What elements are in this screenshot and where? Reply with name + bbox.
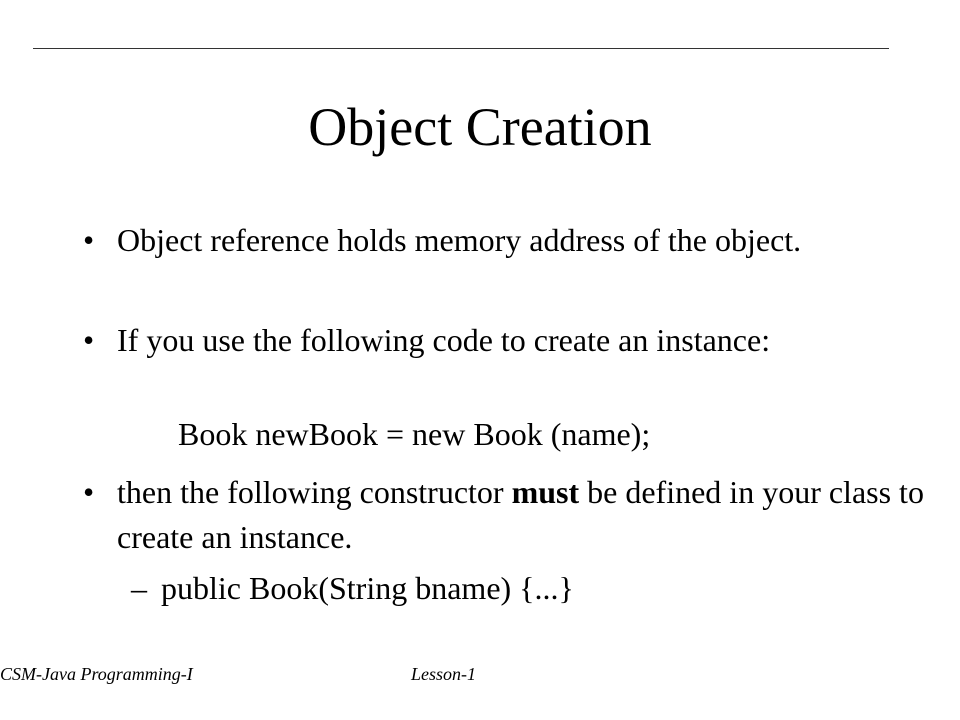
bullet-text-3-after: be defined in your class to create an instance. [117,474,924,555]
sub-bullet-text: public Book(String bname) {...} [161,570,574,606]
top-divider [33,48,889,49]
bullet-text-3 [117,470,927,560]
bullet-text-3-before: then the following constructor [117,474,512,510]
bullet-glyph: • [83,322,95,358]
bullet-text-2: If you use the following code to create an instance: [117,322,771,358]
bullet-text-1: Object reference holds memory address of the object. [117,222,802,258]
bullet-glyph: • [83,222,95,258]
slide-title: Object Creation [308,97,652,157]
emphasis-must: must [511,474,580,510]
bullet-glyph: • [83,474,95,510]
footer-lesson: Lesson-1 [411,664,477,684]
code-example: Book newBook = new Book (name); [178,416,651,452]
sub-bullet-dash: – [131,570,147,606]
footer-course: CSM-Java Programming-I [0,664,193,684]
